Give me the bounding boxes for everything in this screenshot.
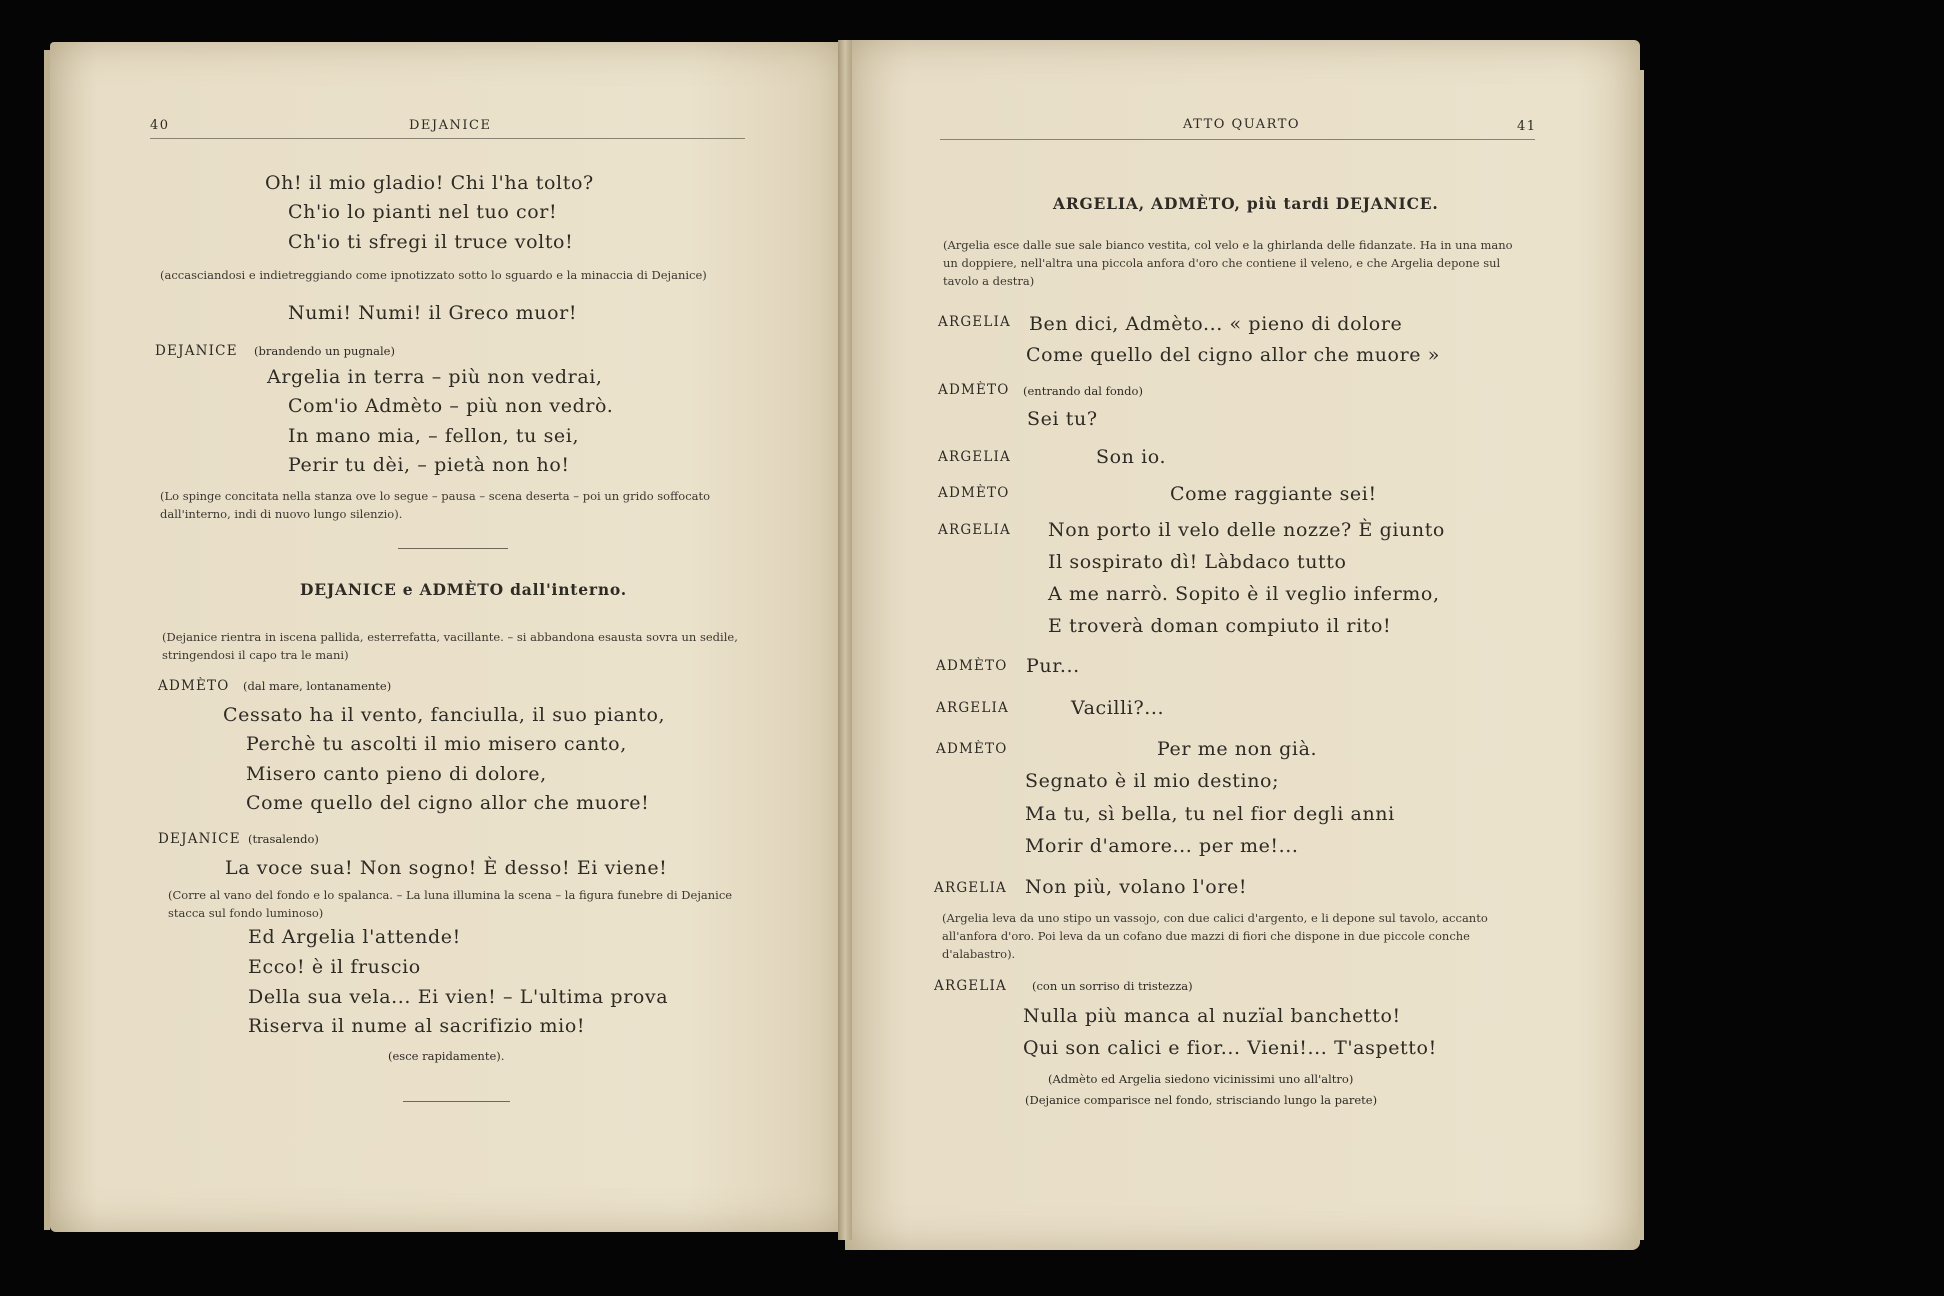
stage-direction: (Argelia esce dalle sue sale bianco vestita, col velo e la ghirlanda delle fidanzate. Ha in una mano un doppiere, nell'altra una piccola anfora d'oro che contiene il veleno, e che Argelia depone sul tavolo a destra) bbox=[943, 238, 1513, 288]
verse-line: Nulla più manca al nuzïal banchetto! bbox=[1023, 1005, 1401, 1027]
speaker-name: DEJANICE bbox=[158, 831, 241, 847]
speaker-name: ADMÈTO bbox=[938, 485, 1010, 501]
verse-line: Ch'io lo pianti nel tuo cor! bbox=[288, 201, 558, 223]
verse-line: A me narrò. Sopito è il veglio infermo, bbox=[1048, 583, 1440, 605]
verse-line: Ch'io ti sfregi il truce volto! bbox=[288, 231, 574, 253]
verse-line: La voce sua! Non sogno! È desso! Ei viene! bbox=[225, 857, 668, 879]
verse-line: Come raggiante sei! bbox=[1170, 483, 1377, 505]
speaker-name: ARGELIA bbox=[938, 314, 1011, 330]
verse-line: Il sospirato dì! Làbdaco tutto bbox=[1048, 551, 1347, 573]
stage-direction: (Corre al vano del fondo e lo spalanca. – La luna illumina la scena – la figura funebre di Dejanice stacca sul fondo luminoso) bbox=[168, 888, 733, 920]
speaker-name: ADMÈTO bbox=[936, 741, 1008, 757]
verse-line: Riserva il nume al sacrifizio mio! bbox=[248, 1015, 586, 1037]
stage-direction: (accasciandosi e indietreggiando come ipnotizzato sotto lo sguardo e la minaccia di Dejanice) bbox=[160, 268, 707, 282]
page-number: 41 bbox=[1517, 119, 1537, 134]
verse-line: Perir tu dèi, – pietà non ho! bbox=[288, 454, 570, 476]
stage-direction: (Dejanice comparisce nel fondo, strisciando lungo la parete) bbox=[1025, 1093, 1378, 1107]
verse-line: Segnato è il mio destino; bbox=[1025, 770, 1280, 792]
verse-line: Son io. bbox=[1096, 446, 1167, 468]
speaker-name: ADMÈTO bbox=[936, 658, 1008, 674]
page-edges-right bbox=[1638, 70, 1644, 1240]
verse-line: In mano mia, – fellon, tu sei, bbox=[288, 425, 580, 447]
verse-line: Ma tu, sì bella, tu nel fior degli anni bbox=[1025, 803, 1395, 825]
verse-line: Perchè tu ascolti il mio misero canto, bbox=[246, 733, 627, 755]
speaker-name: ARGELIA bbox=[938, 449, 1011, 465]
verse-line: Ben dici, Admèto... « pieno di dolore bbox=[1029, 313, 1403, 335]
right-page bbox=[845, 40, 1640, 1250]
book-spine bbox=[838, 40, 852, 1240]
verse-line: Non più, volano l'ore! bbox=[1025, 876, 1248, 898]
running-head: ATTO QUARTO bbox=[1183, 117, 1301, 132]
verse-line: Com'io Admèto – più non vedrò. bbox=[288, 395, 614, 417]
verse-line: Vacilli?... bbox=[1071, 697, 1165, 719]
verse-line: E troverà doman compiuto il rito! bbox=[1048, 615, 1392, 637]
stage-direction: (dal mare, lontanamente) bbox=[243, 679, 392, 693]
scene-heading: DEJANICE e ADMÈTO dall'interno. bbox=[300, 580, 627, 599]
verse-line: Per me non già. bbox=[1157, 738, 1318, 760]
speaker-name: DEJANICE bbox=[155, 343, 238, 359]
verse-line: Argelia in terra – più non vedrai, bbox=[267, 366, 603, 388]
scene-heading: ARGELIA, ADMÈTO, più tardi DEJANICE. bbox=[1053, 194, 1439, 213]
stage-direction: (Argelia leva da uno stipo un vassojo, con due calici d'argento, e li depone sul tavolo, accanto all'anfora d'oro. Poi leva da un cofano due mazzi di fiori che dispone in due piccole conche d'alabastro). bbox=[942, 911, 1488, 961]
stage-direction: (esce rapidamente). bbox=[388, 1049, 505, 1063]
stage-direction: (entrando dal fondo) bbox=[1023, 384, 1143, 398]
stage-direction: (brandendo un pugnale) bbox=[254, 344, 395, 358]
scene-separator bbox=[398, 548, 508, 549]
running-head: DEJANICE bbox=[409, 118, 492, 133]
verse-line: Morir d'amore... per me!... bbox=[1025, 835, 1299, 857]
verse-line: Sei tu? bbox=[1027, 408, 1098, 430]
speaker-name: ARGELIA bbox=[936, 700, 1009, 716]
verse-line: Come quello del cigno allor che muore! bbox=[246, 792, 650, 814]
verse-line: Come quello del cigno allor che muore » bbox=[1026, 344, 1440, 366]
speaker-name: ARGELIA bbox=[934, 978, 1007, 994]
stage-direction: (Admèto ed Argelia siedono vicinissimi uno all'altro) bbox=[1048, 1072, 1354, 1086]
page-number: 40 bbox=[150, 118, 170, 133]
verse-line: Della sua vela... Ei vien! – L'ultima prova bbox=[248, 986, 669, 1008]
verse-line: Ed Argelia l'attende! bbox=[248, 926, 461, 948]
act-end-separator bbox=[403, 1101, 510, 1102]
verse-line: Oh! il mio gladio! Chi l'ha tolto? bbox=[265, 172, 594, 194]
verse-line: Qui son calici e fior... Vieni!... T'aspetto! bbox=[1023, 1037, 1437, 1059]
verse-line: Numi! Numi! il Greco muor! bbox=[288, 302, 578, 324]
stage-direction: (con un sorriso di tristezza) bbox=[1032, 979, 1193, 993]
verse-line: Cessato ha il vento, fanciulla, il suo pianto, bbox=[223, 704, 666, 726]
page-edges-left bbox=[44, 50, 50, 1230]
stage-direction: (Dejanice rientra in iscena pallida, esterrefatta, vacillante. – si abbandona esausta sovra un sedile, stringendosi il capo tra le mani) bbox=[162, 630, 738, 662]
header-rule bbox=[150, 138, 745, 139]
verse-line: Misero canto pieno di dolore, bbox=[246, 763, 547, 785]
verse-line: Pur... bbox=[1026, 655, 1080, 677]
speaker-name: ARGELIA bbox=[934, 880, 1007, 896]
speaker-name: ADMÈTO bbox=[158, 678, 230, 694]
stage-direction: (trasalendo) bbox=[248, 832, 319, 846]
header-rule bbox=[940, 139, 1535, 140]
speaker-name: ARGELIA bbox=[938, 522, 1011, 538]
stage-direction: (Lo spinge concitata nella stanza ove lo segue – pausa – scena deserta – poi un grido soffocato dall'interno, indi di nuovo lungo silenzio). bbox=[160, 489, 711, 521]
verse-line: Ecco! è il fruscio bbox=[248, 956, 421, 978]
speaker-name: ADMÈTO bbox=[938, 382, 1010, 398]
verse-line: Non porto il velo delle nozze? È giunto bbox=[1048, 519, 1445, 541]
